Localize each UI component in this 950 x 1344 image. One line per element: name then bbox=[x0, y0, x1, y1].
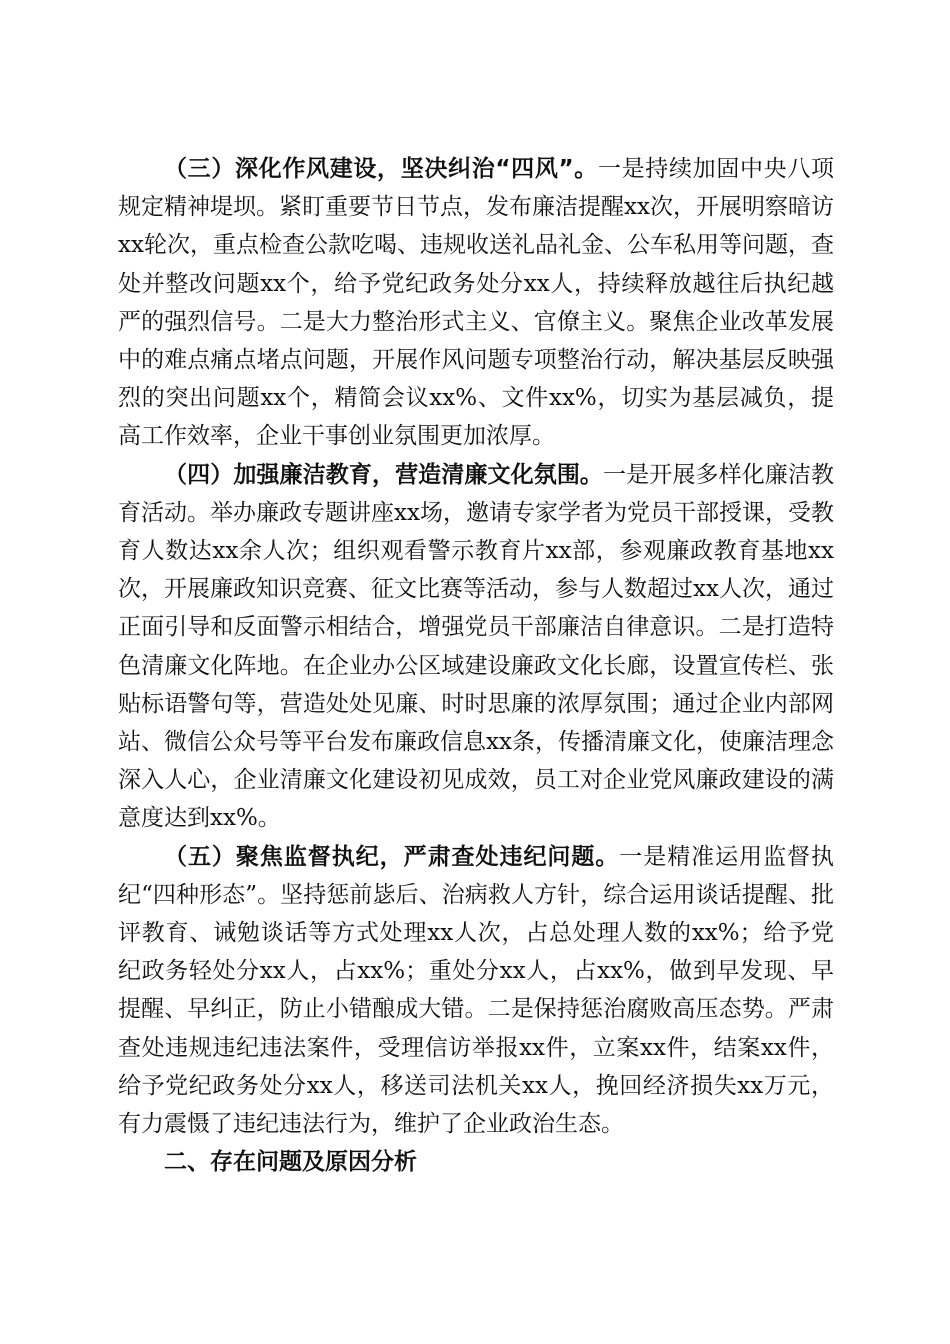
paragraph-body: 一是持续加固中央八项规定精神堤坝。紧盯重要节日节点，发布廉洁提醒xx次，开展明察暗访xx轮次，重点检查公款吃喝、违规收送礼品礼金、公车私用等问题，查处并整改问题xx个，给予党纪政务处分xx人，持续释放越往后执纪越严的强烈信号。二是大力整治形式主义、官僚主义。聚焦企业改革发展中的难点痛点堵点问题，开展作风问题专项整治行动，解决基层反映强烈的突出问题xx个，精简会议xx%、文件xx%，切实为基层减负，提高工作效率，企业干事创业氛围更加浓厚。 bbox=[118, 156, 835, 450]
paragraph-body: 一是精准运用监督执纪“四种形态”。坚持惩前毖后、治病救人方针，综合运用谈话提醒、批评教育、诫勉谈话等方式处理xx人次，占总处理人数的xx%；给予党纪政务轻处分xx人，占xx%；重处分xx人，占xx%，做到早发现、早提醒、早纠正，防止小错酿成大错。二是保持惩治腐败高压态势。严肃查处违规违纪违法案件，受理信访举报xx件，立案xx件，结案xx件，给予党纪政务处分xx人，移送司法机关xx人，挽回经济损失xx万元，有力震慑了违纪违法行为，维护了企业政治生态。 bbox=[118, 843, 835, 1138]
paragraph-body: 一是开展多样化廉洁教育活动。举办廉政专题讲座xx场，邀请专家学者为党员干部授课，受教育人数达xx余人次；组织观看警示教育片xx部，参观廉政教育基地xx次，开展廉政知识竞赛、征文比赛等活动，参与人数超过xx人次，通过正面引导和反面警示相结合，增强党员干部廉洁自律意识。二是打造特色清廉文化阵地。在企业办公区域建设廉政文化长廊，设置宣传栏、张贴标语警句等，营造处处见廉、时时思廉的浓厚氛围；通过企业内部网站、微信公众号等平台发布廉政信息xx条，传播清廉文化，使廉洁理念深入人心，企业清廉文化建设初见成效，员工对企业党风廉政建设的满意度达到xx%。 bbox=[118, 461, 835, 832]
paragraph-supervision-discipline bbox=[118, 838, 834, 1144]
paragraph-style-improvement bbox=[118, 150, 834, 456]
paragraph-integrity-education bbox=[118, 456, 834, 838]
document-page bbox=[118, 150, 834, 1181]
section-heading: 二、存在问题及原因分析 bbox=[164, 1149, 417, 1176]
paragraph-lead: （五）聚焦监督执纪，严肃查处违纪问题。 bbox=[164, 843, 620, 870]
paragraph-lead: （三）深化作风建设，坚决纠治“四风”。 bbox=[164, 156, 598, 182]
paragraph-lead: （四）加强廉洁教育，营造清廉文化氛围。 bbox=[164, 461, 604, 488]
